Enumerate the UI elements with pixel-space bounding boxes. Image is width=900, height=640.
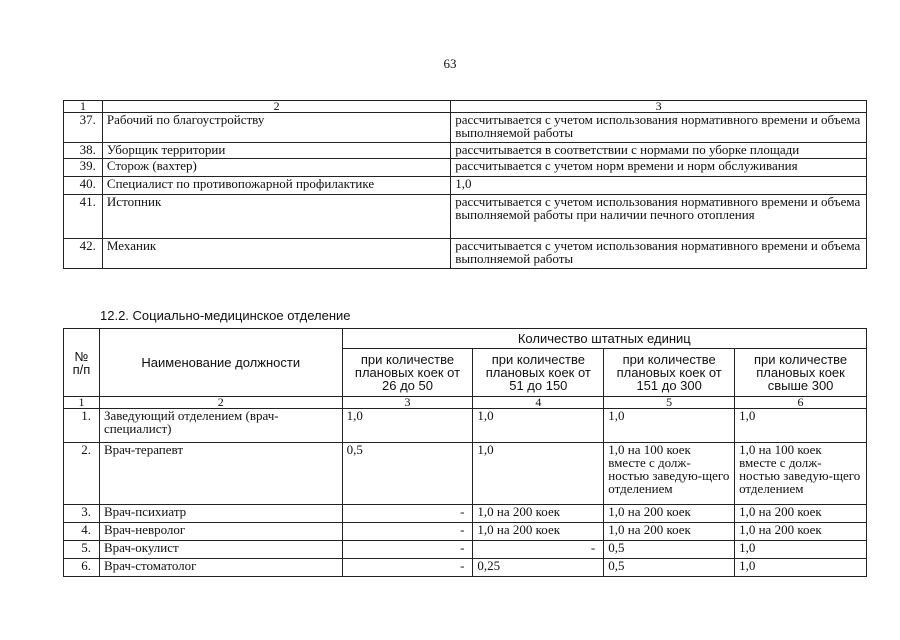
- position-value: рассчитывается с учетом использования нормативного времени и объема выполняемой работы: [451, 239, 867, 269]
- index-row: [64, 397, 867, 409]
- value-cell: 1,0 на 200 коек: [735, 523, 867, 541]
- row-number: 40.: [64, 177, 103, 195]
- position-name: Врач-терапевт: [99, 443, 342, 505]
- index-cell: 2: [99, 397, 342, 409]
- position-name: Врач-стоматолог: [99, 559, 342, 577]
- table-header-row: [64, 101, 867, 113]
- table-row: [64, 541, 867, 559]
- table-row: [64, 409, 867, 443]
- staff-table-continued: [63, 100, 867, 269]
- row-number: 37.: [64, 113, 103, 143]
- value-cell: 1,0 на 100 коек вместе с долж-ностью заведую-щего отделением: [735, 443, 867, 505]
- value-cell: 0,5: [604, 541, 735, 559]
- sub-header: при количестве плановых коек свыше 300: [735, 349, 867, 397]
- value-cell: 1,0: [735, 409, 867, 443]
- table-row: [64, 505, 867, 523]
- header-cell: 1: [64, 101, 103, 113]
- row-number: 3.: [64, 505, 100, 523]
- row-number: 4.: [64, 523, 100, 541]
- column-header-number: № п/п: [64, 329, 100, 397]
- position-name: Заведующий отделением (врач-специалист): [99, 409, 342, 443]
- position-name: Специалист по противопожарной профилактике: [102, 177, 450, 195]
- staff-table: [63, 328, 867, 577]
- position-value: рассчитывается в соответствии с нормами по уборке площади: [451, 143, 867, 159]
- value-cell: 1,0: [342, 409, 473, 443]
- position-name: Сторож (вахтер): [102, 159, 450, 177]
- row-number: 1.: [64, 409, 100, 443]
- row-number: 42.: [64, 239, 103, 269]
- position-name: Врач-окулист: [99, 541, 342, 559]
- position-name: Рабочий по благоустройству: [102, 113, 450, 143]
- value-cell: 1,0 на 200 коек: [473, 523, 604, 541]
- value-cell: 1,0 на 100 коек вместе с долж-ностью заведую-щего отделением: [604, 443, 735, 505]
- position-name: Врач-невролог: [99, 523, 342, 541]
- value-cell: 1,0: [604, 409, 735, 443]
- header-cell: 2: [102, 101, 450, 113]
- value-cell: 1,0: [473, 443, 604, 505]
- page-number: 63: [443, 56, 457, 71]
- table-header-row: [64, 329, 867, 349]
- position-value: рассчитывается с учетом норм времени и норм обслуживания: [451, 159, 867, 177]
- value-cell: 0,5: [342, 443, 473, 505]
- index-cell: 4: [473, 397, 604, 409]
- position-name: Уборщик территории: [102, 143, 450, 159]
- index-cell: 3: [342, 397, 473, 409]
- column-header-position: Наименование должности: [99, 329, 342, 397]
- value-cell: 1,0 на 200 коек: [604, 505, 735, 523]
- value-cell: 1,0 на 200 коек: [473, 505, 604, 523]
- index-cell: 6: [735, 397, 867, 409]
- table-row: [64, 443, 867, 505]
- position-name: Врач-психиатр: [99, 505, 342, 523]
- position-name: Истопник: [102, 195, 450, 239]
- position-value: рассчитывается с учетом использования нормативного времени и объема выполняемой работы: [451, 113, 867, 143]
- row-number: 39.: [64, 159, 103, 177]
- table-row: [64, 113, 867, 143]
- table-row: [64, 195, 867, 239]
- position-value: 1,0: [451, 177, 867, 195]
- row-number: 2.: [64, 443, 100, 505]
- value-cell: 1,0: [735, 559, 867, 577]
- index-cell: 1: [64, 397, 100, 409]
- header-cell: 3: [451, 101, 867, 113]
- row-number: 5.: [64, 541, 100, 559]
- value-cell: 1,0: [473, 409, 604, 443]
- value-cell: -: [342, 541, 473, 559]
- group-header: Количество штатных единиц: [342, 329, 866, 349]
- table-row: [64, 143, 867, 159]
- table-row: [64, 523, 867, 541]
- position-name: Механик: [102, 239, 450, 269]
- row-number: 38.: [64, 143, 103, 159]
- value-cell: -: [473, 541, 604, 559]
- sub-header: при количестве плановых коек от 151 до 300: [604, 349, 735, 397]
- row-number: 6.: [64, 559, 100, 577]
- sub-header: при количестве плановых коек от 26 до 50: [342, 349, 473, 397]
- sub-header: при количестве плановых коек от 51 до 150: [473, 349, 604, 397]
- row-number: 41.: [64, 195, 103, 239]
- table-row: [64, 159, 867, 177]
- section-title: 12.2. Социально-медицинское отделение: [100, 308, 351, 323]
- table-row: [64, 559, 867, 577]
- value-cell: 0,5: [604, 559, 735, 577]
- value-cell: 0,25: [473, 559, 604, 577]
- table-row: [64, 177, 867, 195]
- value-cell: -: [342, 523, 473, 541]
- table-row: [64, 239, 867, 269]
- position-value: рассчитывается с учетом использования нормативного времени и объема выполняемой работы при наличии печного отопления: [451, 195, 867, 239]
- value-cell: 1,0: [735, 541, 867, 559]
- index-cell: 5: [604, 397, 735, 409]
- value-cell: 1,0 на 200 коек: [735, 505, 867, 523]
- value-cell: 1,0 на 200 коек: [604, 523, 735, 541]
- value-cell: -: [342, 505, 473, 523]
- value-cell: -: [342, 559, 473, 577]
